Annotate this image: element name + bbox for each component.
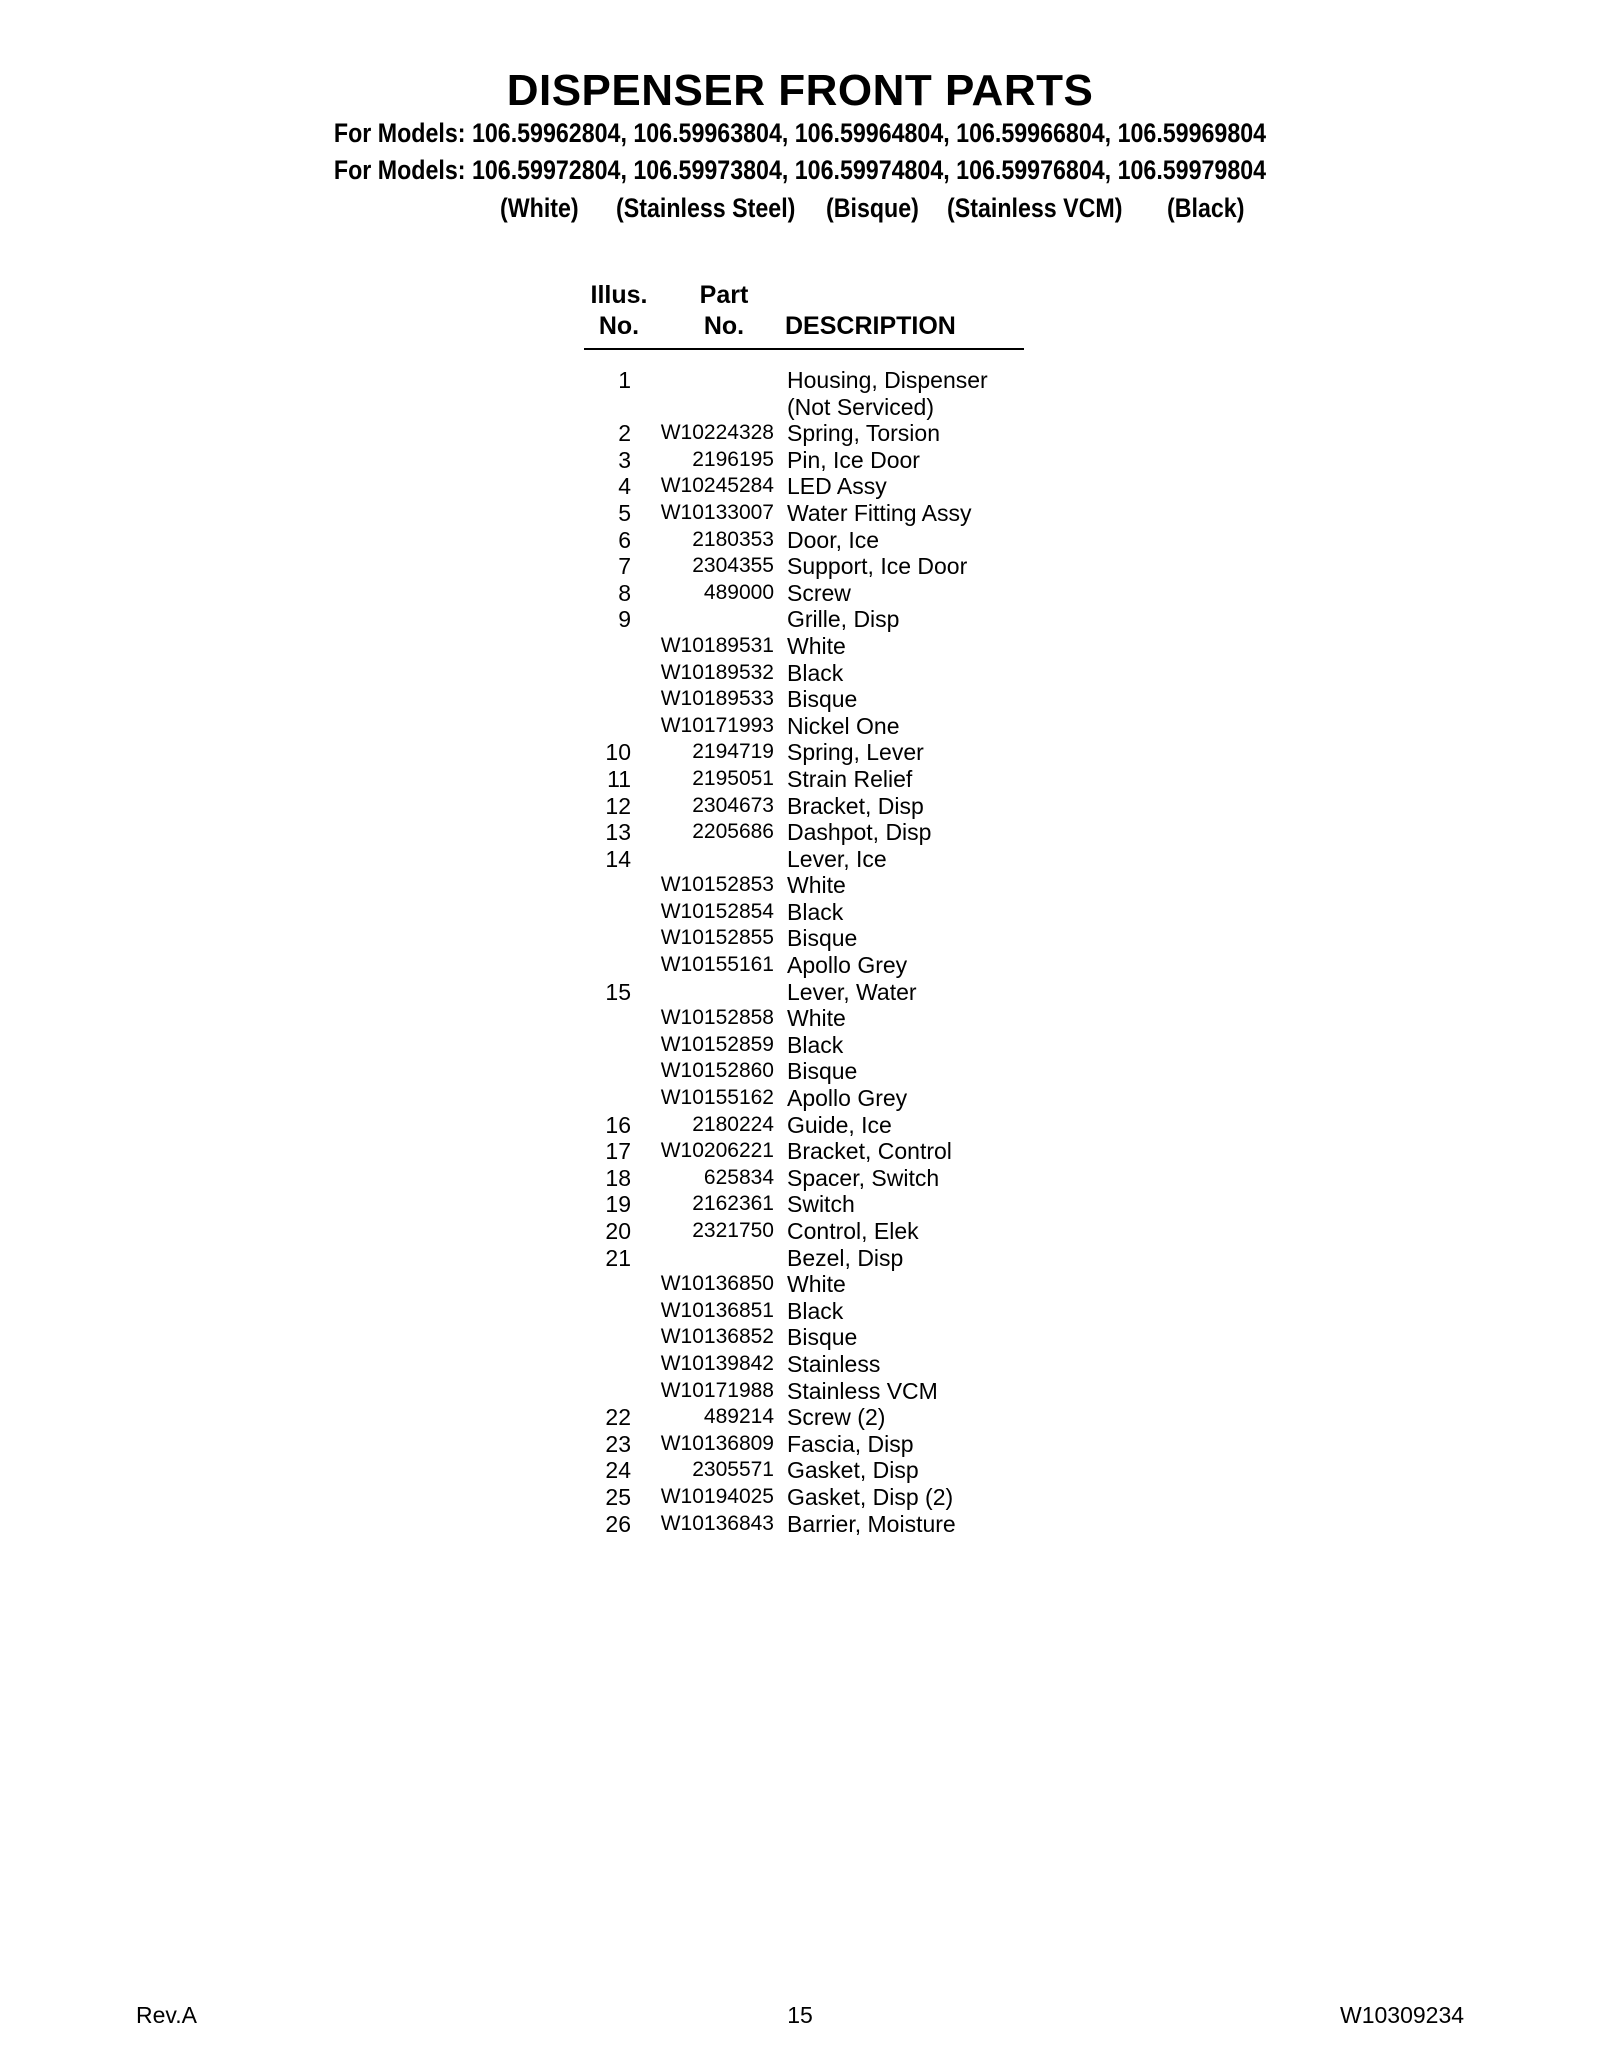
part-no-cell: 2305571 — [692, 1458, 774, 1482]
description-cell: Door, Ice — [787, 526, 880, 553]
description-cell: Support, Ice Door — [787, 553, 968, 580]
description-cell: Barrier, Moisture — [787, 1510, 956, 1537]
part-no-cell: W10136809 — [660, 1431, 774, 1455]
models-line-1: For Models: 106.59962804, 106.59963804, 106.59964804, 106.59966804, 106.59969804 — [333, 118, 1267, 148]
part-no-cell: W10189533 — [660, 687, 774, 711]
table-row — [584, 367, 1024, 394]
part-no-cell: W10136843 — [660, 1511, 774, 1535]
table-row — [584, 1271, 1024, 1298]
part-no-cell: W10245284 — [660, 474, 774, 498]
illus-no-cell: 26 — [605, 1510, 631, 1537]
variant-label: (Black) — [1167, 193, 1245, 223]
part-no-cell: W10189531 — [660, 633, 774, 657]
description-cell: Bracket, Disp — [787, 792, 924, 819]
description-cell: Bisque — [787, 925, 858, 952]
description-cell: Gasket, Disp — [787, 1457, 919, 1484]
table-row — [584, 979, 1024, 1006]
table-row — [584, 1378, 1024, 1405]
table-row — [584, 1324, 1024, 1351]
illus-no-cell: 23 — [605, 1430, 631, 1457]
description-cell: Fascia, Disp — [787, 1430, 914, 1457]
description-cell: Nickel One — [787, 712, 900, 739]
illus-no-cell: 15 — [605, 978, 631, 1005]
table-row — [584, 447, 1024, 474]
description-cell: Screw — [787, 579, 851, 606]
illus-no-cell: 25 — [605, 1483, 631, 1510]
table-row — [584, 686, 1024, 713]
description-cell: White — [787, 872, 846, 899]
table-row — [584, 580, 1024, 607]
table-row — [584, 1404, 1024, 1431]
description-cell: Stainless VCM — [787, 1377, 938, 1404]
table-row — [584, 1484, 1024, 1511]
variant-label: (Stainless Steel) — [616, 193, 796, 223]
part-no-cell: 489000 — [703, 580, 774, 604]
description-cell: Black — [787, 1031, 844, 1058]
part-no-cell: 2321750 — [692, 1219, 774, 1242]
part-no-cell: W10152853 — [660, 873, 774, 897]
table-row — [584, 1032, 1024, 1059]
table-row — [584, 1165, 1024, 1192]
description-cell: Housing, Dispenser — [787, 367, 988, 393]
illus-no-cell: 11 — [607, 765, 631, 792]
table-row — [584, 473, 1024, 500]
table-row — [584, 1005, 1024, 1032]
description-cell: Lever, Ice — [787, 845, 887, 872]
description-cell: Black — [787, 1297, 844, 1324]
description-cell: Screw (2) — [787, 1404, 886, 1431]
illus-no-cell: 22 — [605, 1404, 631, 1431]
description-cell: Bisque — [787, 1058, 858, 1085]
table-body — [584, 367, 1024, 1537]
part-no-cell: 2205686 — [692, 820, 774, 844]
models-line-2: For Models: 106.59972804, 106.59973804, 106.59974804, 106.59976804, 106.59979804 — [333, 155, 1267, 185]
part-no-cell: 2195051 — [692, 766, 774, 790]
header-illus-line-2: No. — [598, 312, 640, 340]
table-row — [584, 500, 1024, 527]
parts-table — [584, 280, 1024, 1537]
description-cell: Black — [787, 659, 844, 686]
illus-no-cell: 24 — [605, 1457, 631, 1484]
part-no-cell: W10155161 — [660, 953, 774, 977]
part-no-cell: 2196195 — [692, 447, 774, 471]
illus-no-cell: 5 — [618, 499, 631, 526]
description-cell: Stainless — [787, 1350, 881, 1377]
description-cell: Spacer, Switch — [787, 1164, 940, 1191]
description-cell: Bisque — [787, 1324, 858, 1351]
description-cell: White — [787, 1271, 846, 1298]
part-no-cell: W10133007 — [660, 500, 774, 524]
table-row — [584, 1511, 1024, 1538]
description-cell: Guide, Ice — [787, 1111, 892, 1138]
illus-no-cell: 1 — [618, 367, 631, 393]
variant-label: (Stainless VCM) — [947, 193, 1123, 223]
part-no-cell: 489214 — [703, 1405, 774, 1429]
part-no-cell: W10136851 — [660, 1298, 774, 1322]
table-row — [584, 1191, 1024, 1218]
table-row — [584, 633, 1024, 660]
table-row — [584, 1457, 1024, 1484]
part-no-cell: W10152860 — [660, 1059, 774, 1083]
table-row — [584, 553, 1024, 580]
illus-no-cell: 16 — [605, 1111, 631, 1138]
illus-no-cell: 20 — [605, 1218, 631, 1244]
part-no-cell: W10171988 — [660, 1378, 774, 1402]
part-no-cell: W10139842 — [660, 1351, 774, 1375]
part-no-cell: 625834 — [703, 1165, 774, 1189]
illus-no-cell: 10 — [605, 739, 631, 766]
table-row — [584, 739, 1024, 766]
description-cell: Bezel, Disp — [787, 1244, 904, 1271]
table-header — [584, 280, 1024, 350]
part-no-cell: 2162361 — [692, 1192, 774, 1216]
header-part-line-1: Part — [699, 281, 749, 309]
illus-no-header — [584, 280, 654, 342]
table-row — [584, 606, 1024, 633]
description-header: DESCRIPTION — [785, 312, 956, 340]
table-row — [584, 1245, 1024, 1272]
illus-no-cell: 7 — [618, 553, 631, 580]
illus-no-cell: 2 — [618, 420, 631, 447]
table-row — [584, 527, 1024, 554]
part-no-cell: 2194719 — [692, 740, 774, 764]
revision-label: Rev.A — [136, 2002, 197, 2028]
table-row — [584, 793, 1024, 820]
illus-no-cell: 6 — [618, 526, 631, 553]
color-variants — [0, 193, 1600, 227]
illus-no-cell: 12 — [605, 792, 631, 819]
part-no-cell: W10152855 — [660, 926, 774, 950]
description-cell: Water Fitting Assy — [787, 499, 972, 526]
document-number: W10309234 — [1340, 2002, 1465, 2028]
part-no-cell: W10189532 — [660, 660, 774, 684]
illus-no-cell: 8 — [618, 579, 631, 606]
variant-label: (White) — [500, 193, 579, 223]
table-row — [584, 819, 1024, 846]
illus-no-cell: 14 — [605, 845, 631, 872]
table-row — [584, 1138, 1024, 1165]
table-row — [584, 394, 1024, 421]
description-cell: Strain Relief — [787, 765, 913, 792]
illus-no-cell: 17 — [605, 1138, 631, 1165]
table-row — [584, 713, 1024, 740]
table-row — [584, 420, 1024, 447]
part-no-cell: W10152858 — [660, 1006, 774, 1030]
part-no-header — [674, 280, 774, 342]
description-cell: Apollo Grey — [787, 952, 908, 979]
description-cell: White — [787, 1005, 846, 1032]
description-cell: Black — [787, 898, 844, 925]
table-row — [584, 1431, 1024, 1458]
part-no-cell: W10171993 — [660, 713, 774, 737]
table-row — [584, 766, 1024, 793]
illus-no-cell: 4 — [618, 473, 631, 500]
illus-no-cell: 19 — [605, 1191, 631, 1218]
part-no-cell: 2180224 — [692, 1112, 774, 1136]
header-illus-line-1: Illus. — [590, 281, 648, 309]
part-no-cell: W10224328 — [660, 421, 774, 445]
page-title: DISPENSER FRONT PARTS — [506, 66, 1094, 115]
table-row — [584, 899, 1024, 926]
table-row — [584, 952, 1024, 979]
illus-no-cell: 21 — [605, 1244, 631, 1271]
page-number: 15 — [787, 2002, 813, 2028]
part-no-cell: 2180353 — [692, 527, 774, 551]
description-cell: (Not Serviced) — [787, 393, 934, 420]
table-row — [584, 660, 1024, 687]
table-row — [584, 1351, 1024, 1378]
description-cell: Bracket, Control — [787, 1138, 952, 1165]
description-cell: White — [787, 632, 846, 659]
part-no-cell: W10152854 — [660, 899, 774, 923]
description-cell: Spring, Torsion — [787, 420, 940, 447]
description-cell: Spring, Lever — [787, 739, 924, 766]
table-row — [584, 1085, 1024, 1112]
part-no-cell: 2304355 — [692, 554, 774, 578]
header-part-line-2: No. — [703, 312, 745, 340]
part-no-cell: W10194025 — [660, 1484, 774, 1508]
part-no-cell: W10136852 — [660, 1325, 774, 1349]
part-no-cell: 2304673 — [692, 793, 774, 817]
description-cell: Apollo Grey — [787, 1085, 908, 1112]
table-row — [584, 1218, 1024, 1245]
description-cell: Control, Elek — [787, 1218, 919, 1244]
table-row — [584, 1058, 1024, 1085]
table-row — [584, 872, 1024, 899]
illus-no-cell: 13 — [605, 819, 631, 846]
description-cell: Lever, Water — [787, 978, 917, 1005]
variant-label: (Bisque) — [826, 193, 919, 223]
description-cell: LED Assy — [787, 473, 887, 500]
table-row — [584, 846, 1024, 873]
illus-no-cell: 3 — [618, 446, 631, 473]
illus-no-cell: 9 — [618, 606, 631, 633]
table-row — [584, 1112, 1024, 1139]
part-no-cell: W10155162 — [660, 1086, 774, 1110]
table-row — [584, 1298, 1024, 1325]
description-cell: Dashpot, Disp — [787, 819, 932, 846]
part-no-cell: W10152859 — [660, 1032, 774, 1056]
description-cell: Pin, Ice Door — [787, 446, 920, 473]
table-row — [584, 925, 1024, 952]
part-no-cell: W10136850 — [660, 1272, 774, 1296]
description-cell: Gasket, Disp (2) — [787, 1483, 954, 1510]
description-cell: Bisque — [787, 686, 858, 713]
illus-no-cell: 18 — [605, 1164, 631, 1191]
description-cell: Switch — [787, 1191, 855, 1218]
part-no-cell: W10206221 — [660, 1139, 774, 1163]
description-cell: Grille, Disp — [787, 606, 900, 633]
